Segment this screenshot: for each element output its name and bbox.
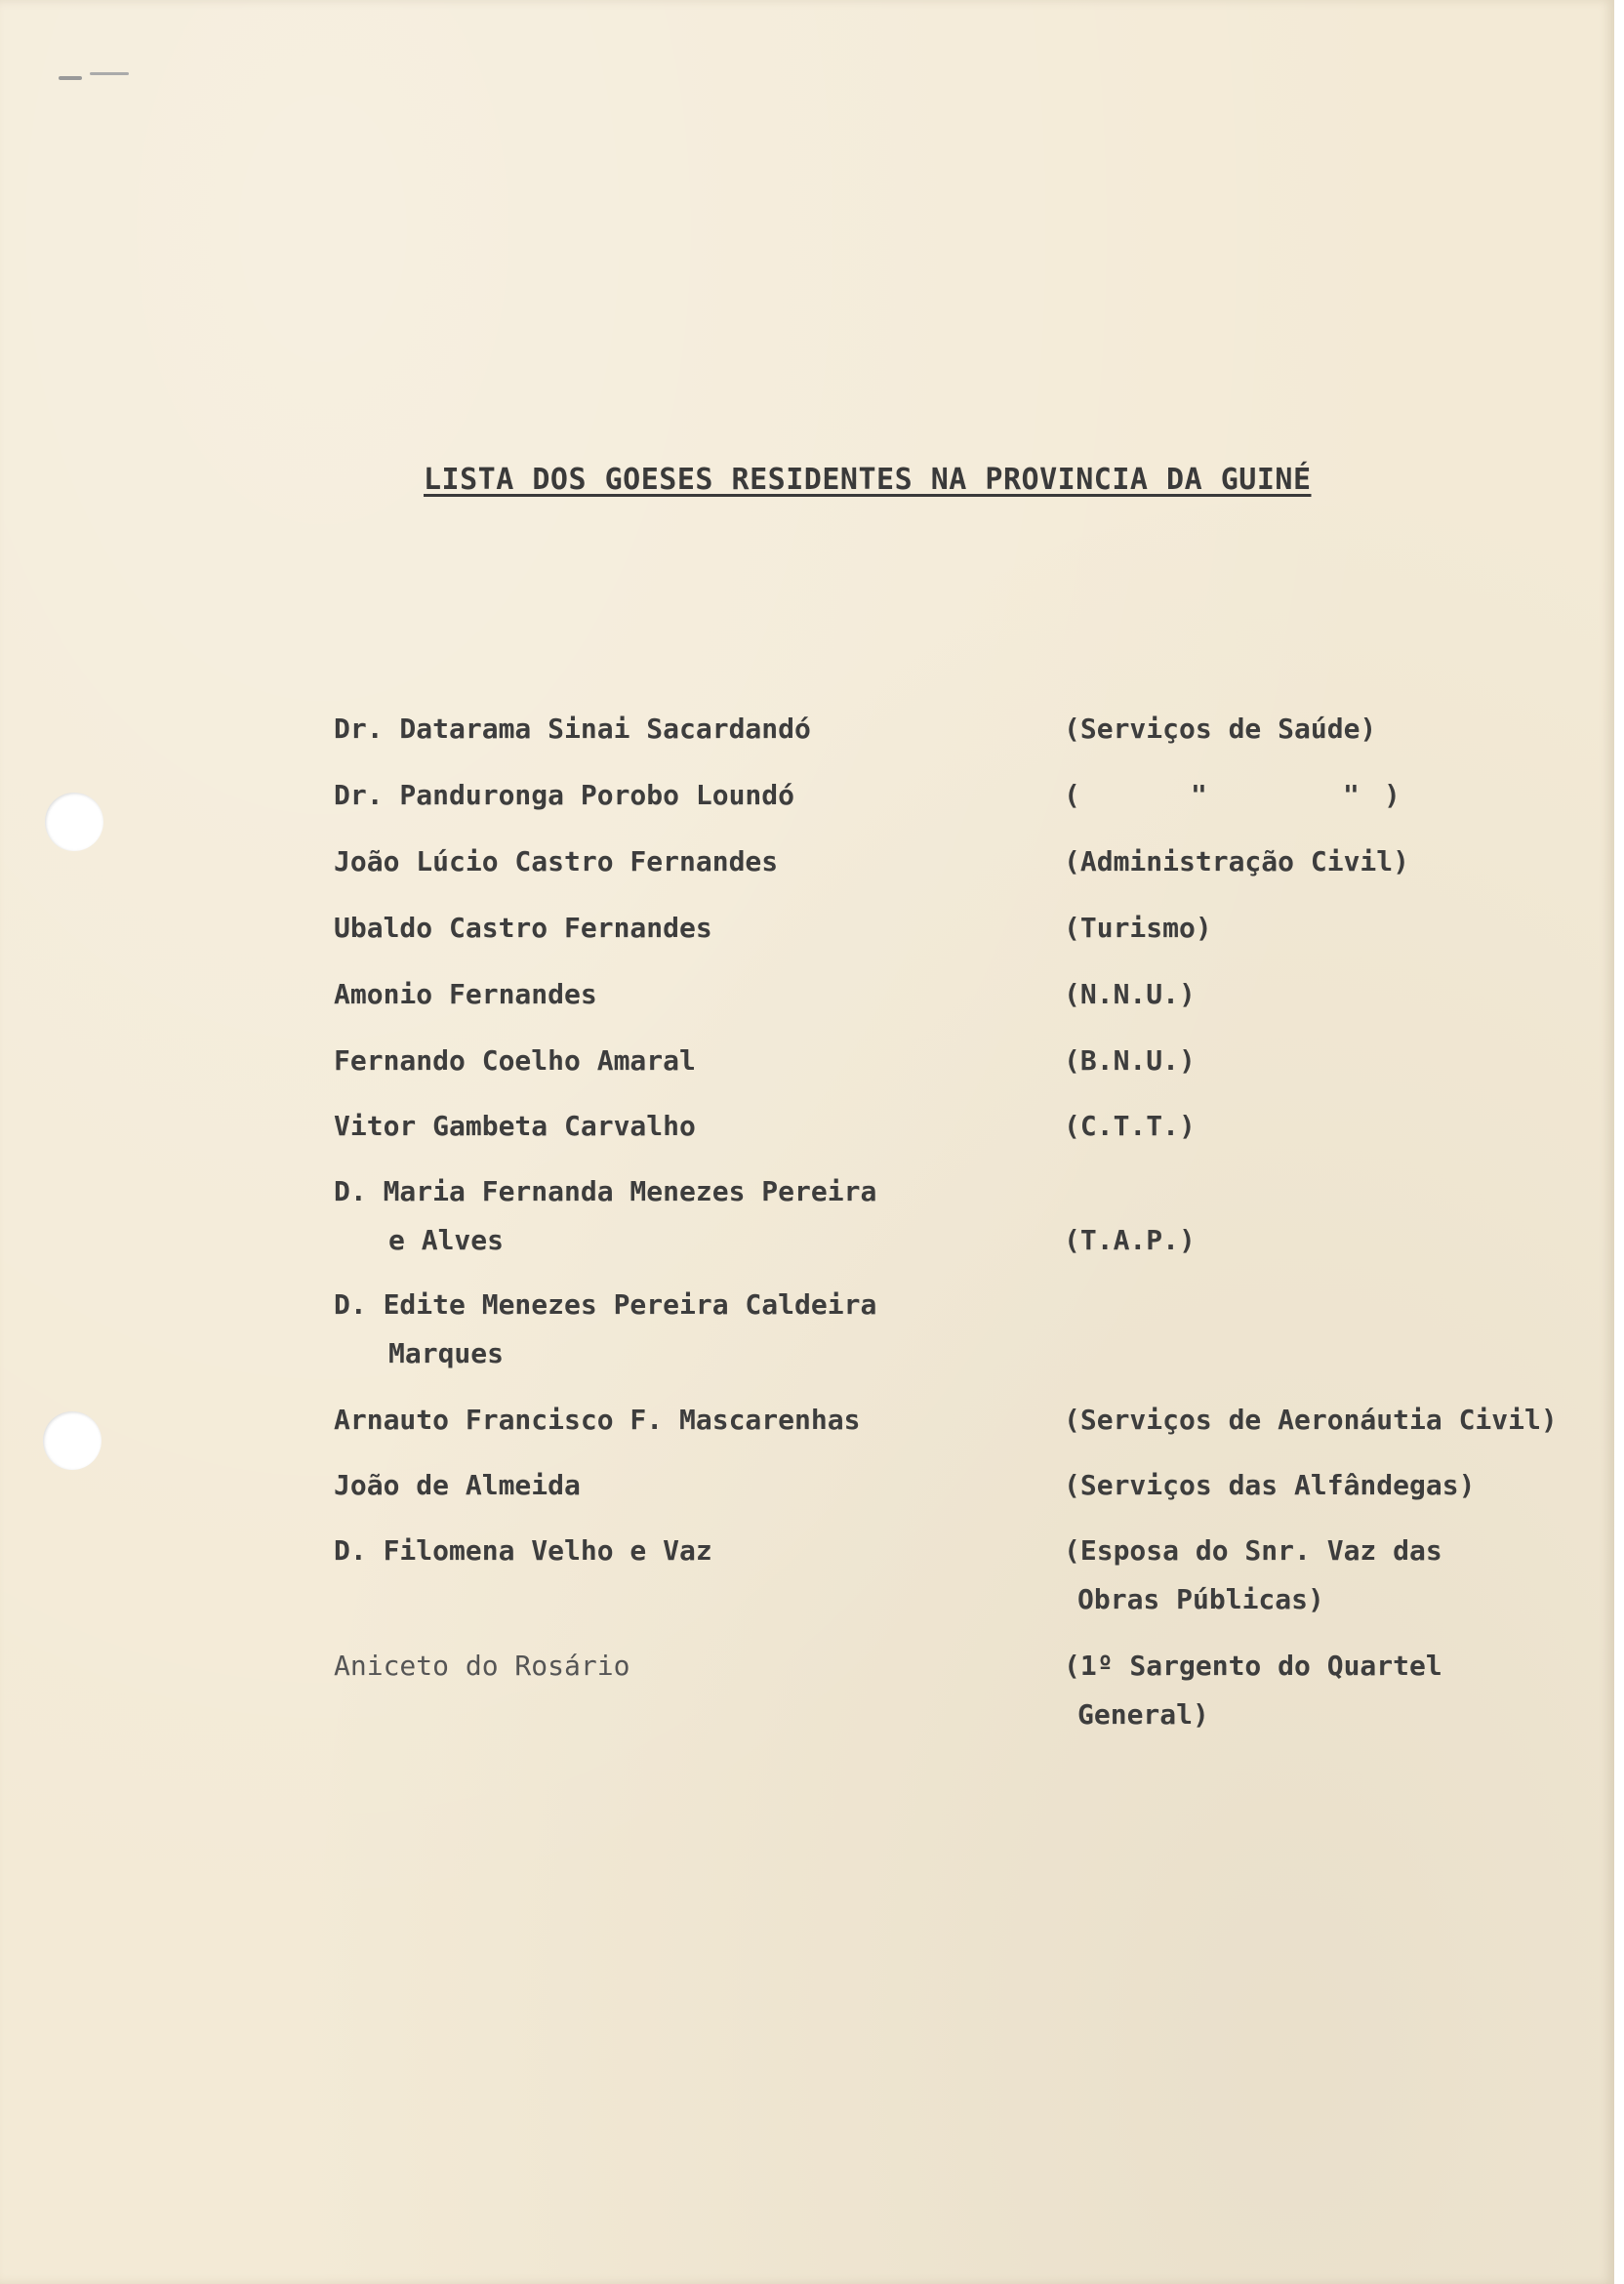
entry-affiliation-line: General) — [1077, 1698, 1209, 1731]
entry-name: João de Almeida — [334, 1469, 581, 1501]
document-title: LISTA DOS GOESES RESIDENTES NA PROVINCIA DA GUINÉ — [424, 463, 1312, 497]
punch-hole — [43, 1411, 102, 1470]
entry-affiliation: (Serviços de Saúde) — [1064, 713, 1377, 745]
entry-name: Dr. Panduronga Porobo Loundó — [334, 779, 795, 811]
entry-name: Ubaldo Castro Fernandes — [334, 912, 712, 944]
entry-affiliation: (B.N.U.) — [1064, 1044, 1196, 1077]
entry-name: Amonio Fernandes — [334, 978, 597, 1010]
punch-hole — [45, 793, 103, 851]
entry-name-line: Marques — [388, 1337, 505, 1369]
entry-name: Arnauto Francisco F. Mascarenhas — [334, 1404, 861, 1436]
entry-affiliation-open: ( — [1064, 779, 1080, 811]
entry-affiliation-line: (Esposa do Snr. Vaz das — [1064, 1534, 1442, 1567]
entry-affiliation: (Administração Civil) — [1064, 845, 1410, 877]
paper-mark — [59, 76, 82, 80]
entry-affiliation: (Serviços das Alfândegas) — [1064, 1469, 1476, 1501]
entry-name: Vitor Gambeta Carvalho — [334, 1110, 696, 1142]
ditto-mark: " — [1191, 779, 1207, 811]
entry-name: Fernando Coelho Amaral — [334, 1044, 696, 1077]
entry-name: D. Filomena Velho e Vaz — [334, 1534, 712, 1567]
entry-affiliation: (Serviços de Aeronáutia Civil) — [1064, 1404, 1558, 1436]
ditto-mark: " — [1343, 779, 1360, 811]
entry-name: Dr. Datarama Sinai Sacardandó — [334, 713, 811, 745]
entry-name: Aniceto do Rosário — [334, 1650, 630, 1682]
entry-name: João Lúcio Castro Fernandes — [334, 845, 779, 877]
entry-affiliation-close: ) — [1384, 779, 1401, 811]
entry-affiliation-line: Obras Públicas) — [1077, 1583, 1324, 1615]
entry-name-line: D. Edite Menezes Pereira Caldeira — [334, 1288, 877, 1321]
entry-name-line: D. Maria Fernanda Menezes Pereira — [334, 1175, 877, 1207]
entry-name-line: e Alves — [388, 1224, 505, 1256]
entry-affiliation-line: (1º Sargento do Quartel — [1064, 1650, 1442, 1682]
entry-affiliation: (N.N.U.) — [1064, 978, 1196, 1010]
paper-mark — [90, 72, 129, 75]
entry-affiliation: (C.T.T.) — [1064, 1110, 1196, 1142]
entry-affiliation: (Turismo) — [1064, 912, 1212, 944]
entry-affiliation: (T.A.P.) — [1064, 1224, 1196, 1256]
